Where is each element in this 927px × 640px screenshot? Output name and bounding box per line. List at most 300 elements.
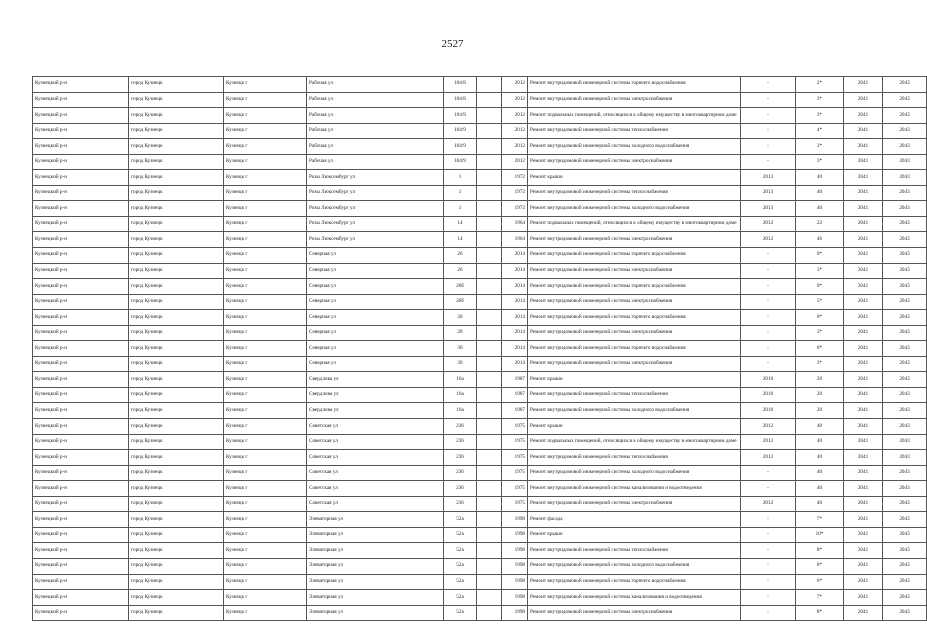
plan-start-year-cell: 2041 [844,356,883,372]
wear-cell: 5* [796,294,844,310]
street-cell: Рабочая ул [307,77,444,93]
district-cell: Кузнецкий р-н [33,434,129,450]
district-cell: Кузнецкий р-н [33,605,129,621]
table-row [33,139,927,155]
city-cell: Кузнецк г [224,372,307,388]
building-cell [477,403,502,419]
wear-cell: 0* [796,248,844,264]
street-cell: Северная ул [307,279,444,295]
city-cell: Кузнецк г [224,481,307,497]
building-cell [477,77,502,93]
house-number-cell: 28 [444,310,477,326]
last-repair-year-cell: 2010 [741,403,796,419]
city-cell: Кузнецк г [224,77,307,93]
house-number-cell: 104/8 [444,77,477,93]
last-repair-year-cell: 2013 [741,185,796,201]
work-type-cell: Ремонт крыши [528,527,741,543]
plan-end-year-cell: 2043 [883,434,927,450]
city-cell: Кузнецк г [224,558,307,574]
commission-year-cell: 2012 [502,108,528,124]
street-cell: Советская ул [307,419,444,435]
street-cell: Розы Люксембург ул [307,170,444,186]
wear-cell: 3* [796,154,844,170]
plan-end-year-cell: 2043 [883,92,927,108]
district-cell: Кузнецкий р-н [33,496,129,512]
city-cell: Кузнецк г [224,403,307,419]
house-number-cell: 52а [444,512,477,528]
city-cell: Кузнецк г [224,201,307,217]
plan-start-year-cell: 2041 [844,512,883,528]
table-row [33,481,927,497]
district-cell: Кузнецкий р-н [33,450,129,466]
city-cell: Кузнецк г [224,294,307,310]
plan-start-year-cell: 2041 [844,434,883,450]
table-row [33,512,927,528]
plan-end-year-cell: 2043 [883,294,927,310]
city-cell: Кузнецк г [224,387,307,403]
plan-end-year-cell: 2043 [883,310,927,326]
commission-year-cell: 2012 [502,154,528,170]
building-cell [477,558,502,574]
building-cell [477,216,502,232]
last-repair-year-cell: 2010 [741,372,796,388]
street-cell: Рабочая ул [307,123,444,139]
district-cell: Кузнецкий р-н [33,139,129,155]
settlement-cell: город Кузнецк [129,108,224,124]
house-number-cell: 26 [444,248,477,264]
commission-year-cell: 2012 [502,123,528,139]
street-cell: Северная ул [307,310,444,326]
settlement-cell: город Кузнецк [129,372,224,388]
registry-body [33,77,927,621]
commission-year-cell: 1975 [502,465,528,481]
wear-cell: 20 [796,372,844,388]
settlement-cell: город Кузнецк [129,154,224,170]
settlement-cell: город Кузнецк [129,248,224,264]
last-repair-year-cell: 2013 [741,201,796,217]
building-cell [477,527,502,543]
wear-cell: 40 [796,185,844,201]
table-row [33,77,927,93]
district-cell: Кузнецкий р-н [33,403,129,419]
building-cell [477,123,502,139]
plan-end-year-cell: 2043 [883,372,927,388]
plan-start-year-cell: 2041 [844,232,883,248]
plan-start-year-cell: 2041 [844,294,883,310]
last-repair-year-cell: 2010 [741,387,796,403]
city-cell: Кузнецк г [224,263,307,279]
commission-year-cell: 2012 [502,139,528,155]
house-number-cell: 236 [444,434,477,450]
settlement-cell: город Кузнецк [129,77,224,93]
work-type-cell: Ремонт крыши [528,372,741,388]
district-cell: Кузнецкий р-н [33,108,129,124]
wear-cell: 0* [796,279,844,295]
house-number-cell: 236 [444,419,477,435]
plan-end-year-cell: 2043 [883,356,927,372]
plan-start-year-cell: 2041 [844,341,883,357]
commission-year-cell: 2014 [502,248,528,264]
building-cell [477,512,502,528]
last-repair-year-cell: 2012 [741,232,796,248]
house-number-cell: 16а [444,372,477,388]
table-row [33,450,927,466]
table-row [33,387,927,403]
work-type-cell: Ремонт внутридомовой инженерной системы горячего водоснабжения [528,341,741,357]
last-repair-year-cell: - [741,294,796,310]
plan-end-year-cell: 2043 [883,232,927,248]
work-type-cell: Ремонт внутридомовой инженерной системы электроснабжения [528,263,741,279]
plan-end-year-cell: 2043 [883,574,927,590]
work-type-cell: Ремонт внутридомовой инженерной системы электроснабжения [528,325,741,341]
work-type-cell: Ремонт внутридомовой инженерной системы горячего водоснабжения [528,279,741,295]
district-cell: Кузнецкий р-н [33,77,129,93]
district-cell: Кузнецкий р-н [33,372,129,388]
house-number-cell: 16а [444,403,477,419]
commission-year-cell: 2012 [502,92,528,108]
house-number-cell: 30 [444,341,477,357]
wear-cell: 40 [796,170,844,186]
building-cell [477,310,502,326]
settlement-cell: город Кузнецк [129,403,224,419]
wear-cell: 40 [796,496,844,512]
work-type-cell: Ремонт внутридомовой инженерной системы электроснабжения [528,92,741,108]
table-row [33,605,927,621]
wear-cell: 46 [796,232,844,248]
city-cell: Кузнецк г [224,590,307,606]
city-cell: Кузнецк г [224,465,307,481]
plan-end-year-cell: 2043 [883,139,927,155]
district-cell: Кузнецкий р-н [33,263,129,279]
district-cell: Кузнецкий р-н [33,465,129,481]
house-number-cell: 236 [444,450,477,466]
wear-cell: 0* [796,310,844,326]
building-cell [477,434,502,450]
street-cell: Рабочая ул [307,154,444,170]
table-row [33,248,927,264]
building-cell [477,419,502,435]
table-row [33,419,927,435]
plan-end-year-cell: 2043 [883,496,927,512]
wear-cell: 0* [796,341,844,357]
plan-start-year-cell: 2041 [844,77,883,93]
settlement-cell: город Кузнецк [129,92,224,108]
table-row [33,310,927,326]
wear-cell: 4* [796,123,844,139]
city-cell: Кузнецк г [224,574,307,590]
table-row [33,232,927,248]
city-cell: Кузнецк г [224,185,307,201]
district-cell: Кузнецкий р-н [33,92,129,108]
commission-year-cell: 1998 [502,527,528,543]
street-cell: Розы Люксембург ул [307,216,444,232]
table-row [33,558,927,574]
house-number-cell: 26б [444,294,477,310]
plan-start-year-cell: 2041 [844,201,883,217]
commission-year-cell: 1972 [502,170,528,186]
repair-registry-table [32,76,927,621]
plan-start-year-cell: 2041 [844,527,883,543]
wear-cell: 3* [796,108,844,124]
plan-end-year-cell: 2043 [883,263,927,279]
commission-year-cell: 1998 [502,574,528,590]
house-number-cell: 30 [444,356,477,372]
work-type-cell: Ремонт внутридомовой инженерной системы горячего водоснабжения [528,310,741,326]
plan-start-year-cell: 2041 [844,325,883,341]
district-cell: Кузнецкий р-н [33,356,129,372]
last-repair-year-cell: - [741,77,796,93]
plan-end-year-cell: 2043 [883,450,927,466]
settlement-cell: город Кузнецк [129,232,224,248]
plan-end-year-cell: 2043 [883,481,927,497]
plan-end-year-cell: 2043 [883,325,927,341]
work-type-cell: Ремонт внутридомовой инженерной системы канализования и водоотведения [528,590,741,606]
table-row [33,496,927,512]
building-cell [477,108,502,124]
district-cell: Кузнецкий р-н [33,185,129,201]
wear-cell: 20 [796,403,844,419]
last-repair-year-cell: - [741,341,796,357]
plan-start-year-cell: 2041 [844,216,883,232]
commission-year-cell: 2012 [502,77,528,93]
plan-end-year-cell: 2043 [883,279,927,295]
table-row [33,403,927,419]
commission-year-cell: 1964 [502,216,528,232]
city-cell: Кузнецк г [224,216,307,232]
last-repair-year-cell: - [741,139,796,155]
plan-end-year-cell: 2043 [883,590,927,606]
commission-year-cell: 2014 [502,325,528,341]
settlement-cell: город Кузнецк [129,558,224,574]
city-cell: Кузнецк г [224,139,307,155]
house-number-cell: 52а [444,605,477,621]
last-repair-year-cell: - [741,310,796,326]
commission-year-cell: 1972 [502,185,528,201]
building-cell [477,201,502,217]
table-row [33,434,927,450]
building-cell [477,590,502,606]
district-cell: Кузнецкий р-н [33,232,129,248]
last-repair-year-cell: - [741,108,796,124]
building-cell [477,496,502,512]
city-cell: Кузнецк г [224,496,307,512]
street-cell: Советская ул [307,465,444,481]
settlement-cell: город Кузнецк [129,481,224,497]
city-cell: Кузнецк г [224,248,307,264]
district-cell: Кузнецкий р-н [33,512,129,528]
last-repair-year-cell: - [741,123,796,139]
building-cell [477,387,502,403]
wear-cell: 8* [796,558,844,574]
house-number-cell: 104/9 [444,139,477,155]
settlement-cell: город Кузнецк [129,185,224,201]
city-cell: Кузнецк г [224,123,307,139]
table-row [33,108,927,124]
plan-start-year-cell: 2041 [844,139,883,155]
work-type-cell: Ремонт фасада [528,512,741,528]
street-cell: Свердлова ул [307,372,444,388]
district-cell: Кузнецкий р-н [33,341,129,357]
settlement-cell: город Кузнецк [129,123,224,139]
work-type-cell: Ремонт внутридомовой инженерной системы теплоснабжения [528,387,741,403]
commission-year-cell: 1998 [502,512,528,528]
work-type-cell: Ремонт подвальных помещений, относящихся к общему имуществу в многоквартирном доме [528,216,741,232]
commission-year-cell: 1975 [502,419,528,435]
plan-end-year-cell: 2043 [883,465,927,481]
last-repair-year-cell: - [741,325,796,341]
building-cell [477,465,502,481]
work-type-cell: Ремонт внутридомовой инженерной системы горячего водоснабжения [528,574,741,590]
building-cell [477,574,502,590]
plan-start-year-cell: 2041 [844,419,883,435]
building-cell [477,154,502,170]
work-type-cell: Ремонт внутридомовой инженерной системы электроснабжения [528,232,741,248]
street-cell: Рабочая ул [307,139,444,155]
district-cell: Кузнецкий р-н [33,294,129,310]
city-cell: Кузнецк г [224,279,307,295]
last-repair-year-cell: - [741,154,796,170]
house-number-cell: 52а [444,543,477,559]
house-number-cell: 28 [444,325,477,341]
table-row [33,123,927,139]
house-number-cell: 1 [444,170,477,186]
plan-start-year-cell: 2041 [844,605,883,621]
commission-year-cell: 1987 [502,372,528,388]
city-cell: Кузнецк г [224,154,307,170]
street-cell: Элеваторная ул [307,527,444,543]
commission-year-cell: 2014 [502,294,528,310]
last-repair-year-cell: - [741,512,796,528]
city-cell: Кузнецк г [224,512,307,528]
plan-start-year-cell: 2041 [844,496,883,512]
last-repair-year-cell: - [741,279,796,295]
street-cell: Рабочая ул [307,108,444,124]
house-number-cell: 1 [444,201,477,217]
city-cell: Кузнецк г [224,325,307,341]
district-cell: Кузнецкий р-н [33,543,129,559]
last-repair-year-cell: - [741,574,796,590]
house-number-cell: 16а [444,387,477,403]
table-row [33,216,927,232]
page-number: 2527 [441,38,464,50]
table-row [33,279,927,295]
street-cell: Северная ул [307,294,444,310]
commission-year-cell: 2014 [502,279,528,295]
plan-end-year-cell: 2043 [883,248,927,264]
house-number-cell: 52а [444,558,477,574]
commission-year-cell: 1987 [502,403,528,419]
settlement-cell: город Кузнецк [129,279,224,295]
district-cell: Кузнецкий р-н [33,325,129,341]
settlement-cell: город Кузнецк [129,201,224,217]
district-cell: Кузнецкий р-н [33,387,129,403]
commission-year-cell: 2014 [502,341,528,357]
plan-start-year-cell: 2041 [844,310,883,326]
settlement-cell: город Кузнецк [129,434,224,450]
table-row [33,372,927,388]
commission-year-cell: 1975 [502,434,528,450]
last-repair-year-cell: - [741,263,796,279]
plan-end-year-cell: 2043 [883,527,927,543]
house-number-cell: 1 [444,185,477,201]
district-cell: Кузнецкий р-н [33,216,129,232]
house-number-cell: 236 [444,481,477,497]
plan-start-year-cell: 2041 [844,403,883,419]
last-repair-year-cell: - [741,605,796,621]
work-type-cell: Ремонт подвальных помещений, относящихся к общему имуществу в многоквартирном доме [528,108,741,124]
wear-cell: 3* [796,356,844,372]
table-row [33,574,927,590]
district-cell: Кузнецкий р-н [33,170,129,186]
commission-year-cell: 2014 [502,263,528,279]
wear-cell: 40 [796,450,844,466]
plan-end-year-cell: 2043 [883,543,927,559]
settlement-cell: город Кузнецк [129,139,224,155]
building-cell [477,185,502,201]
house-number-cell: 26б [444,279,477,295]
settlement-cell: город Кузнецк [129,543,224,559]
work-type-cell: Ремонт внутридомовой инженерной системы электроснабжения [528,605,741,621]
table-row [33,170,927,186]
last-repair-year-cell: - [741,356,796,372]
street-cell: Северная ул [307,341,444,357]
city-cell: Кузнецк г [224,605,307,621]
building-cell [477,605,502,621]
house-number-cell: 236 [444,496,477,512]
house-number-cell: 14 [444,216,477,232]
wear-cell: 3* [796,92,844,108]
work-type-cell: Ремонт внутридомовой инженерной системы горячего водоснабжения [528,77,741,93]
plan-start-year-cell: 2041 [844,558,883,574]
district-cell: Кузнецкий р-н [33,574,129,590]
last-repair-year-cell: 2012 [741,496,796,512]
table-row [33,465,927,481]
last-repair-year-cell: - [741,92,796,108]
street-cell: Северная ул [307,356,444,372]
last-repair-year-cell: 2013 [741,170,796,186]
last-repair-year-cell: 2012 [741,216,796,232]
work-type-cell: Ремонт внутридомовой инженерной системы теплоснабжения [528,543,741,559]
settlement-cell: город Кузнецк [129,496,224,512]
commission-year-cell: 1972 [502,201,528,217]
plan-start-year-cell: 2041 [844,154,883,170]
table-row [33,154,927,170]
street-cell: Советская ул [307,450,444,466]
wear-cell: 22 [796,216,844,232]
street-cell: Свердлова ул [307,387,444,403]
district-cell: Кузнецкий р-н [33,419,129,435]
work-type-cell: Ремонт внутридомовой инженерной системы холодного водоснабжения [528,558,741,574]
plan-end-year-cell: 2043 [883,512,927,528]
wear-cell: 10* [796,527,844,543]
city-cell: Кузнецк г [224,356,307,372]
plan-start-year-cell: 2041 [844,481,883,497]
street-cell: Элеваторная ул [307,512,444,528]
last-repair-year-cell: - [741,481,796,497]
plan-end-year-cell: 2043 [883,558,927,574]
street-cell: Розы Люксембург ул [307,201,444,217]
work-type-cell: Ремонт крыши [528,419,741,435]
work-type-cell: Ремонт внутридомовой инженерной системы холодного водоснабжения [528,201,741,217]
building-cell [477,450,502,466]
wear-cell: 7* [796,512,844,528]
district-cell: Кузнецкий р-н [33,481,129,497]
last-repair-year-cell: - [741,465,796,481]
plan-end-year-cell: 2043 [883,403,927,419]
table-row [33,185,927,201]
building-cell [477,372,502,388]
building-cell [477,279,502,295]
